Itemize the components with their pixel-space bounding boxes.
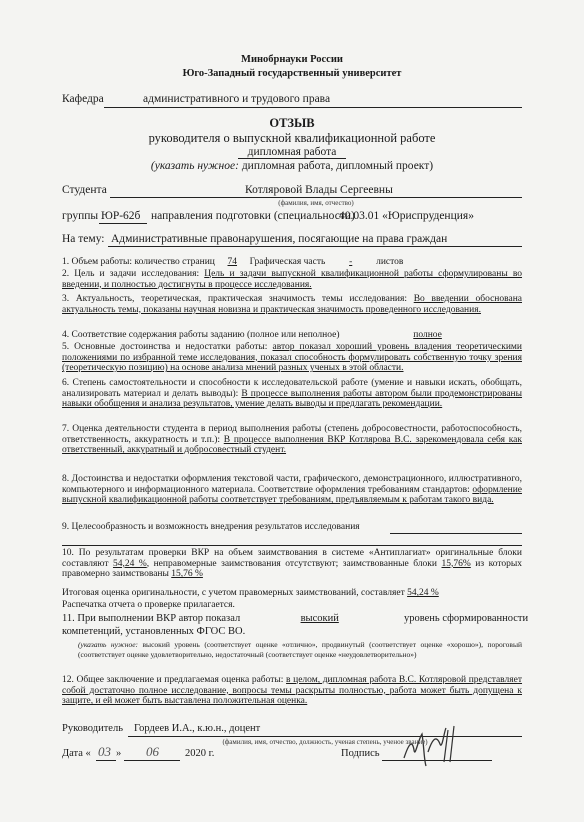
item11-suffix-a: уровень сформированности xyxy=(404,613,529,624)
item10-total-value: 54,24 % xyxy=(407,588,439,598)
item5-value: автор показал хороший уровень владения теоретическими положениями по избранной теме исследования, показал способность формулировать собственную точку зрения (теоретическую позицию) на основе анализа мнений разных ученых в этой области. xyxy=(62,342,522,374)
item6-label: 6. Степень самостоятельности и способности к исследовательской работе (умение и навыки искать, обобщать, анализировать материал и делать выводы): xyxy=(62,378,522,399)
item11-competence xyxy=(62,613,339,625)
item9-underline-2 xyxy=(62,545,522,546)
item9-implementation: 9. Целесообразность и возможность внедрения результатов исследования xyxy=(62,522,360,532)
student-name: Котляровой Влады Сергеевны xyxy=(245,184,393,196)
item7-value: В процессе выполнения ВКР Котлярова В.С. зарекомендовала себя как ответственный, аккуратный и добросовестный студент. xyxy=(62,434,522,456)
item10-text-a: 10. По результатам проверки ВКР на объем заимствования в системе «Антиплагиат» оригинальные блоки составляют xyxy=(62,548,522,569)
item1-graphic-label: Графическая часть xyxy=(249,257,326,267)
item12-conclusion xyxy=(62,675,522,709)
item10-legit-percent: 15,76 % xyxy=(171,569,203,580)
date-month-underline xyxy=(124,760,180,761)
item10-text-c: из которых правомерно заимствованы xyxy=(62,558,523,580)
supervisor-caption: (фамилия, имя, отчество, должность, ученая степень, ученое звание) xyxy=(222,738,428,746)
item6-value: В процессе выполнения работы автором были продемонстрированы навыки обобщения и анализа результатов, умение делать выводы и предлагать рекомендации. xyxy=(62,388,523,410)
item11-note-rest: высокий уровень (соответствует оценке «отлично», продвинутый (соответствует оценке «хорошо»), пороговый (соответствует оценке удовлетворительно, недостаточный (соответствует оценке «неудовлетворительно») xyxy=(78,640,522,659)
date-month: 06 xyxy=(146,744,159,759)
signature-label: Подпись xyxy=(341,748,380,759)
supervisor-underline xyxy=(128,736,522,737)
item8-value: оформление выпускной квалификационной работы соответствует требованиям, предъявляемым к работам такого вида. xyxy=(62,484,522,506)
department-value: административного и трудового права xyxy=(143,93,331,105)
work-type: дипломная работа xyxy=(247,146,337,158)
item3-label: 3. Актуальность, теоретическая, практическая значимость темы исследования: xyxy=(62,294,407,304)
work-type-hint-rest: дипломная работа, дипломный проект) xyxy=(238,160,434,172)
item8-formatting xyxy=(62,474,522,518)
handwritten-signature xyxy=(400,722,462,772)
direction-label: направления подготовки (специальности) xyxy=(151,210,355,222)
item4-value: полное xyxy=(413,330,442,340)
item10-text-b: , неправомерные заимствования отсутствуют; заимствованные блоки xyxy=(146,558,438,569)
supervisor-value: Гордеев И.А., к.ю.н., доцент xyxy=(134,723,261,734)
department-underline xyxy=(104,107,522,108)
student-underline xyxy=(110,197,522,198)
document-subtitle: руководителя о выпускной квалификационной работе xyxy=(148,131,436,145)
date-quote-close: » xyxy=(116,748,122,759)
item1-pages: 74 xyxy=(227,257,238,267)
direction-value: 40.03.01 «Юриспруденция» xyxy=(339,210,474,222)
group-label: группы xyxy=(62,210,99,222)
item7-assessment xyxy=(62,424,522,468)
item9-underline xyxy=(390,533,522,534)
supervisor-label: Руководитель xyxy=(62,723,123,734)
signature-scribble xyxy=(400,722,462,772)
ministry-heading: Минобрнауки России xyxy=(241,54,343,65)
item4-label: 4. Соответствие содержания работы заданию (полное или неполное) xyxy=(62,330,340,340)
item5-label: 5. Основные достоинства и недостатки работы: xyxy=(62,342,268,352)
item3-relevance xyxy=(62,294,522,328)
item10-borrowed-percent: 15,76% xyxy=(441,558,471,569)
item11-level: высокий xyxy=(300,613,339,624)
student-name-caption: (фамилия, имя, отчество) xyxy=(278,199,354,207)
item1-prefix: 1. Объем работы: количество страниц xyxy=(62,257,215,267)
item10-original-percent: 54,24 % xyxy=(112,558,147,569)
item1-graphic-value: - xyxy=(349,257,353,267)
item12-label: 12. Общее заключение и предлагаемая оценка работы: xyxy=(62,675,284,685)
university-heading: Юго-Западный государственный университет xyxy=(182,68,402,79)
item1-suffix: листов xyxy=(376,257,404,267)
work-type-underline xyxy=(238,158,346,159)
topic-underline xyxy=(108,246,522,247)
item2-goals xyxy=(62,269,522,293)
date-day-underline xyxy=(96,760,116,761)
item12-value: в целом, дипломная работа В.С. Котляровой представляет собой достаточно полное исследование, вопросы темы раскрыты полностью, работа может быть допущена к защите, и ей может быть выставлена положительная оценка. xyxy=(62,675,523,707)
item1-volume xyxy=(62,257,403,268)
item11-note-hint: (указать нужное: xyxy=(78,640,139,649)
work-type-hint-prefix: (указать нужное: xyxy=(150,160,239,172)
item2-value: Цель и задачи выпускной квалификационной работы сформулированы во введении, и полностью достигнуты в процессе исследования. xyxy=(62,269,523,290)
department-label: Кафедра xyxy=(62,93,104,105)
topic-value: Административные правонарушения, посягающие на права граждан xyxy=(111,233,448,245)
item11-note xyxy=(78,640,522,672)
item8-label: 8. Достоинства и недостатки оформления текстовой части, графического, демонстрационного, иллюстративного, компьютерного и информационного материала. Соответствие оформления требованиям стандартов: xyxy=(62,474,522,495)
group-value: ЮР-62б xyxy=(101,210,141,222)
item6-independence xyxy=(62,378,522,422)
item10-plagiarism xyxy=(62,548,522,582)
item4-compliance xyxy=(62,330,442,341)
item11-suffix-b: компетенций, установленных ФГОС ВО. xyxy=(62,626,246,637)
item10-total xyxy=(62,588,439,599)
document-title: ОТЗЫВ xyxy=(269,116,315,130)
work-type-hint xyxy=(0,160,584,173)
date-year: 2020 г. xyxy=(185,748,215,759)
item10-total-label: Итоговая оценка оригинальности, с учетом правомерных заимствований, составляет xyxy=(62,588,405,598)
item10-report: Распечатка отчета о проверке прилагается. xyxy=(62,600,235,610)
item7-label: 7. Оценка деятельности студента в период выполнения работы (степень добросовестности, работоспособность, ответственность, аккуратность и т.п.): xyxy=(62,424,522,445)
topic-label: На тему: xyxy=(62,233,105,245)
item2-label: 2. Цель и задачи исследования: xyxy=(62,269,200,279)
student-label: Студента xyxy=(62,184,107,196)
item11-prefix: 11. При выполнении ВКР автор показал xyxy=(62,613,241,624)
date-day: 03 xyxy=(98,744,111,759)
item5-merits xyxy=(62,342,522,376)
item3-value: Во введении обоснована актуальность темы, показаны научная новизна и практическая значимость проведенного исследования. xyxy=(62,294,522,315)
date-label: Дата « xyxy=(62,748,91,759)
group-underline xyxy=(99,223,147,224)
